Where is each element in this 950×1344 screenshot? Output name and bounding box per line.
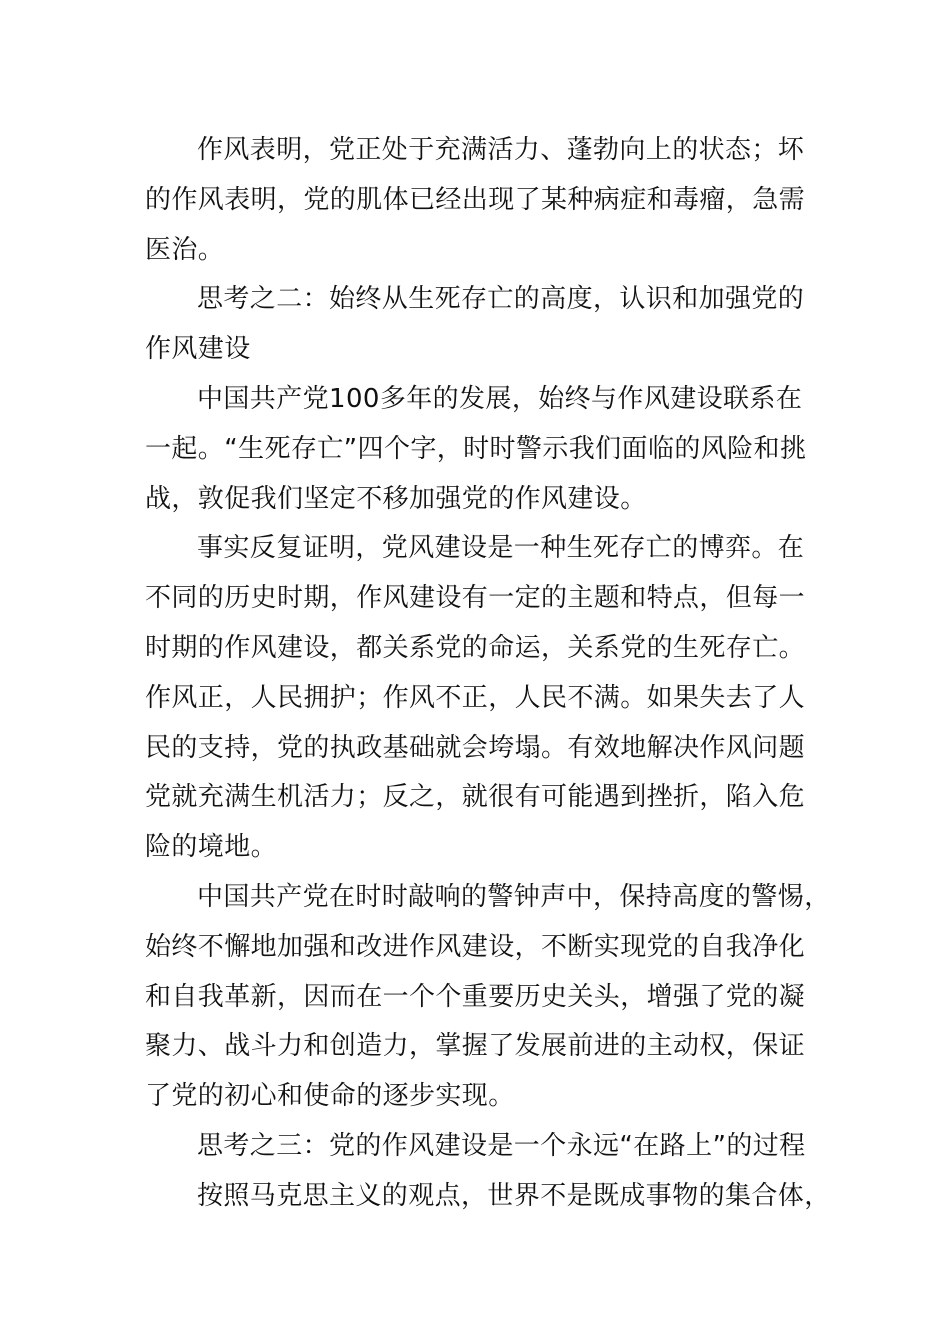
paragraph-line: 思考之二：始终从生死存亡的高度，认识和加强党的 xyxy=(197,284,805,315)
document-page xyxy=(145,128,831,1224)
paragraph-line: 作风表明，党正处于充满活力、蓬勃向上的状态；坏 xyxy=(197,135,805,165)
paragraph-line: 思考之三：党的作风建设是一个永远“在路上”的过程 xyxy=(197,1130,806,1161)
paragraph-line: 医治。 xyxy=(145,234,225,265)
paragraph-line: 了党的初心和使命的逐步实现。 xyxy=(145,1081,515,1112)
paragraph-line: 事实反复证明，党风建设是一种生死存亡的博弈。在 xyxy=(197,533,805,564)
paragraph-line: 中国共产党100多年的发展，始终与作风建设联系在 xyxy=(197,383,803,414)
paragraph-line: 战，敦促我们坚定不移加强党的作风建设。 xyxy=(145,483,647,514)
paragraph-line: 民的支持，党的执政基础就会垮塌。有效地解决作风问题 xyxy=(145,732,806,763)
paragraph-line: 聚力、战斗力和创造力，掌握了发展前进的主动权，保证 xyxy=(145,1031,806,1062)
paragraph-line: 时期的作风建设，都关系党的命运，关系党的生死存亡。 xyxy=(145,632,806,663)
paragraph-line: 按照马克思主义的观点，世界不是既成事物的集合体， xyxy=(197,1180,831,1211)
paragraph-line: 不同的历史时期，作风建设有一定的主题和特点，但每一 xyxy=(145,583,806,614)
paragraph-line: 和自我革新，因而在一个个重要历史关头，增强了党的凝 xyxy=(145,981,806,1012)
paragraph-line: 作风建设 xyxy=(145,334,251,365)
paragraph-line: 中国共产党在时时敲响的警钟声中，保持高度的警惕， xyxy=(197,881,831,912)
paragraph-line: 作风正，人民拥护；作风不正，人民不满。如果失去了人 xyxy=(145,682,806,713)
paragraph-line: 党就充满生机活力；反之，就很有可能遇到挫折，陷入危 xyxy=(145,782,806,813)
paragraph-line: 始终不懈地加强和改进作风建设，不断实现党的自我净化 xyxy=(145,931,806,962)
paragraph-line: 一起。“生死存亡”四个字，时时警示我们面临的风险和挑 xyxy=(145,433,807,464)
paragraph-line: 的作风表明，党的肌体已经出现了某种病症和毒瘤，急需 xyxy=(145,184,806,215)
paragraph-line: 险的境地。 xyxy=(145,832,278,863)
